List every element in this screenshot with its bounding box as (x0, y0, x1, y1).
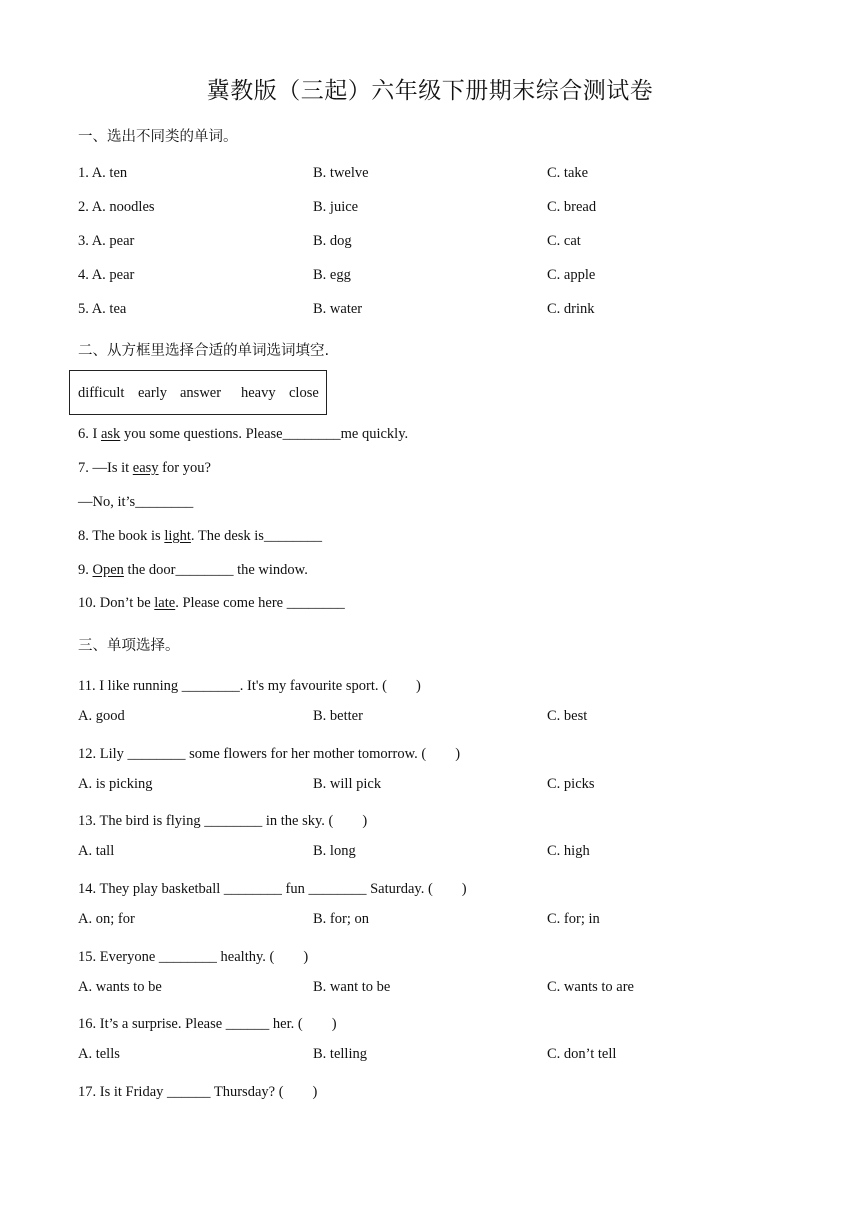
option-c: C. wants to are (547, 979, 634, 995)
option-c: C. apple (547, 267, 596, 283)
word-box (69, 370, 327, 415)
underlined-word: late (154, 595, 176, 611)
option-c: C. for; in (547, 911, 600, 927)
underlined-word: easy (132, 460, 159, 476)
question-13: 13. The bird is flying ________ in the sky. ( ) (78, 813, 368, 829)
question-8: 8. The book is light. The desk is________ (78, 528, 322, 544)
question-11: 11. I like running ________. It's my favourite sport. ( ) (78, 678, 421, 694)
option-a: 2. A. noodles (78, 199, 155, 215)
option-c: C. best (547, 708, 588, 724)
option-a: A. tells (78, 1046, 120, 1062)
option-b: B. better (313, 708, 363, 724)
option-c: C. picks (547, 776, 595, 792)
option-b: B. telling (313, 1046, 367, 1062)
option-b: B. twelve (313, 165, 369, 181)
option-b: B. dog (313, 233, 352, 249)
option-c: C. cat (547, 233, 581, 249)
option-b: B. egg (313, 267, 351, 283)
option-a: A. good (78, 708, 125, 724)
option-a: 1. A. ten (78, 165, 128, 181)
option-a: 5. A. tea (78, 301, 127, 317)
question-14: 14. They play basketball ________ fun ________ Saturday. ( ) (78, 881, 467, 897)
option-b: B. for; on (313, 911, 369, 927)
option-b: B. will pick (313, 776, 382, 792)
option-b: B. juice (313, 199, 359, 215)
option-b: B. want to be (313, 979, 391, 995)
word-early: early (138, 385, 167, 401)
underlined-word: light (164, 528, 191, 544)
section-heading-1: 一、选出不同类的单词。 (78, 129, 238, 145)
section-heading-3: 三、单项选择。 (78, 638, 180, 654)
option-a: 4. A. pear (78, 267, 135, 283)
question-17: 17. Is it Friday ______ Thursday? ( ) (78, 1084, 318, 1100)
option-a: A. on; for (78, 911, 135, 927)
option-c: C. take (547, 165, 589, 181)
question-7: 7. —Is it easy for you? (78, 460, 211, 476)
page-title: 冀教版（三起）六年级下册期末综合测试卷 (206, 78, 654, 104)
option-a: A. wants to be (78, 979, 162, 995)
option-b: B. water (313, 301, 363, 317)
question-16: 16. It’s a surprise. Please ______ her. ( ) (78, 1016, 337, 1032)
option-a: A. tall (78, 843, 115, 859)
option-a: 3. A. pear (78, 233, 135, 249)
word-close: close (289, 385, 319, 401)
option-c: C. bread (547, 199, 597, 215)
question-6: 6. I ask you some questions. Please________me quickly. (78, 426, 409, 442)
option-c: C. high (547, 843, 590, 859)
question-10: 10. Don’t be late. Please come here ________ (78, 595, 345, 611)
underlined-word: Open (92, 562, 124, 578)
option-b: B. long (313, 843, 356, 859)
question-7-answer: —No, it’s________ (78, 494, 194, 510)
question-12: 12. Lily ________ some flowers for her mother tomorrow. ( ) (78, 746, 461, 762)
question-9: 9. Open the door________ the window. (78, 562, 308, 578)
question-15: 15. Everyone ________ healthy. ( ) (78, 949, 309, 965)
option-a: A. is picking (78, 776, 153, 792)
option-c: C. don’t tell (547, 1046, 617, 1062)
word-answer: answer (180, 385, 222, 401)
word-difficult: difficult (78, 385, 125, 401)
section-heading-2: 二、从方框里选择合适的单词选词填空. (78, 343, 330, 359)
word-heavy: heavy (241, 385, 276, 401)
underlined-word: ask (100, 426, 121, 442)
option-c: C. drink (547, 301, 595, 317)
